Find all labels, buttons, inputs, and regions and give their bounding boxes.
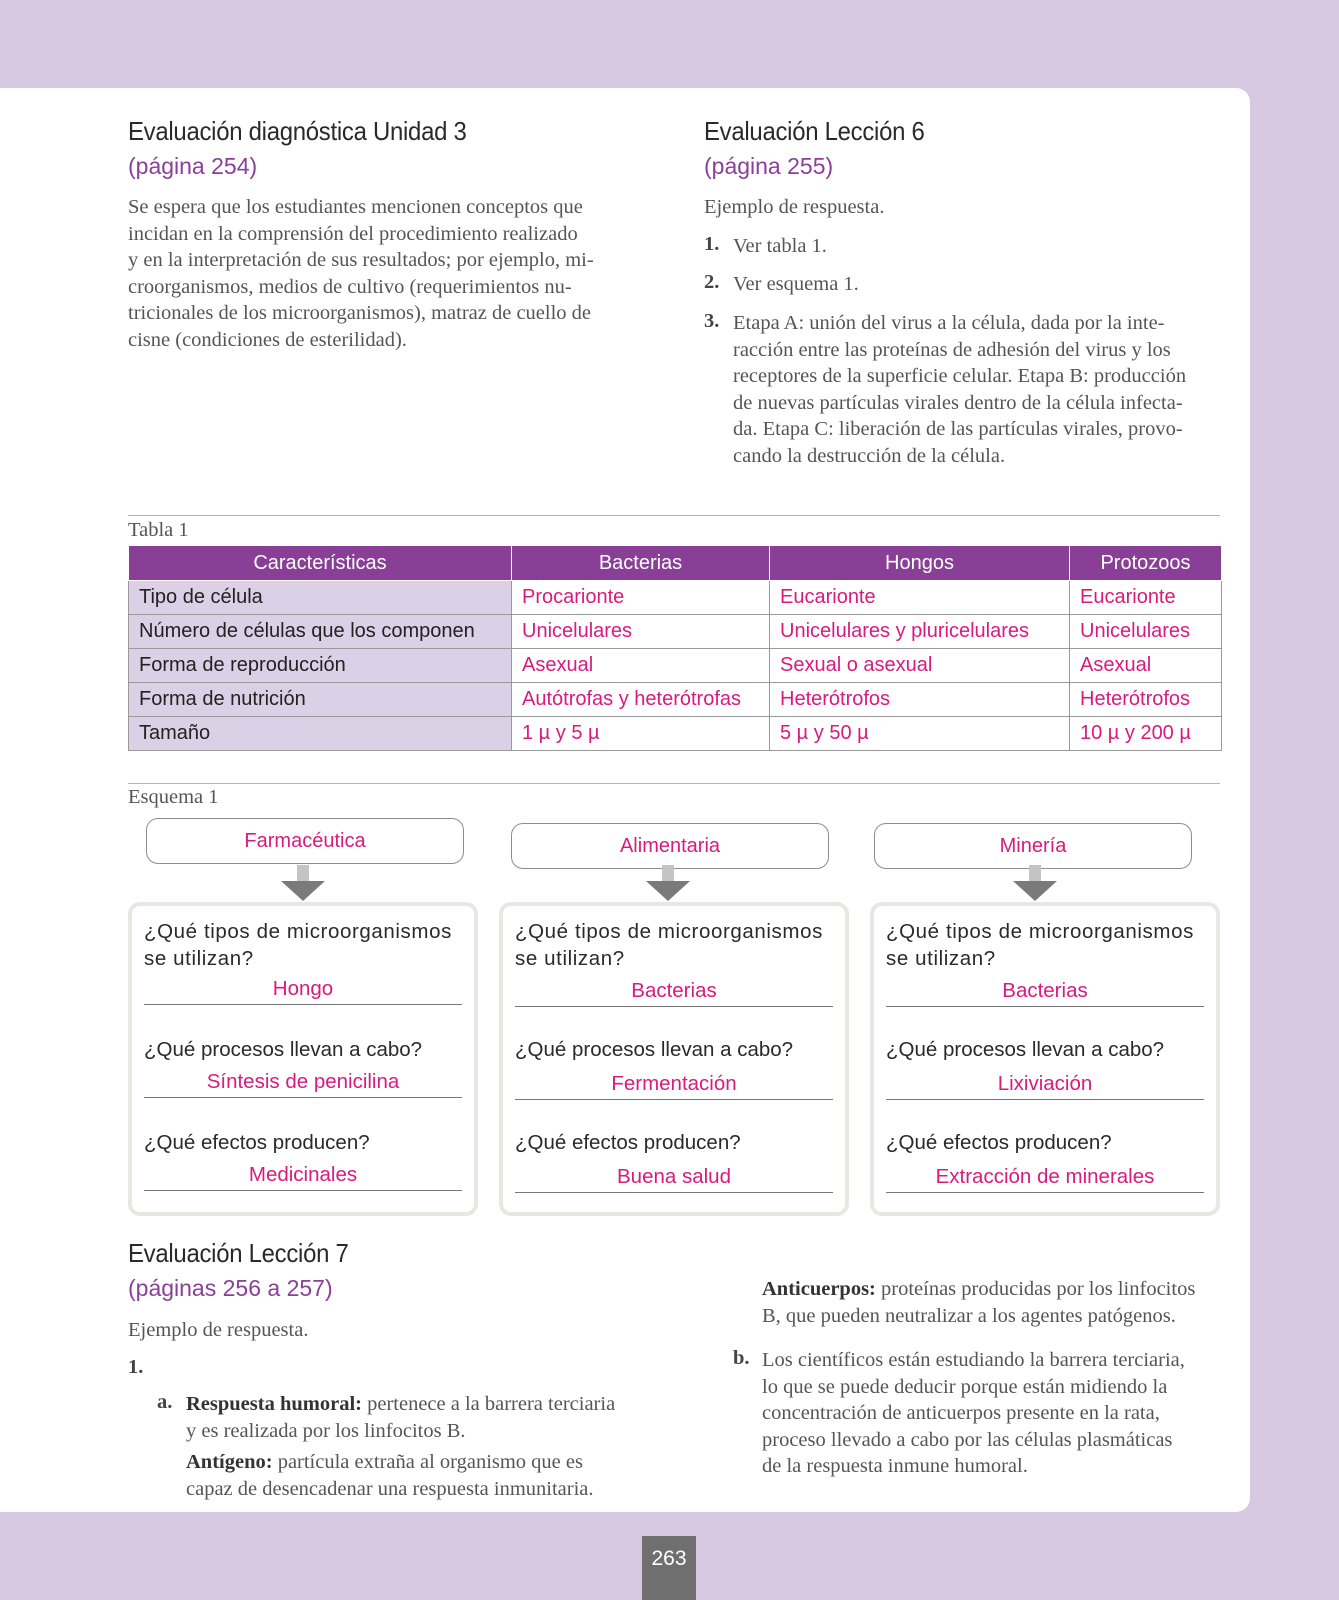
- arrow-down-icon: [1013, 865, 1057, 903]
- table-row: [129, 649, 1222, 683]
- scheme-box-pharma: [128, 902, 478, 1216]
- scheme-category-food: Alimentaria: [511, 823, 829, 869]
- characteristics-table: [128, 545, 1222, 751]
- section-subtitle-lesson6: (página 255): [704, 153, 834, 179]
- answer-processes: Síntesis de penicilina: [144, 1067, 462, 1098]
- row-label: Forma de reproducción: [129, 649, 512, 683]
- table-cell: 10 µ y 200 µ: [1070, 717, 1222, 751]
- scheme-caption: Esquema 1: [128, 786, 219, 808]
- scheme-box-food: [499, 902, 849, 1216]
- paragraph-line: racción entre las proteínas de adhesión del virus y los: [733, 338, 1171, 361]
- table-cell: 5 µ y 50 µ: [770, 717, 1070, 751]
- table-header: Hongos: [770, 546, 1070, 581]
- answer-types: Hongo: [144, 974, 462, 1005]
- lesson7-intro: Ejemplo de respuesta.: [128, 1319, 309, 1341]
- paragraph-line: de la respuesta inmune humoral.: [762, 1455, 1028, 1477]
- answer-effects: Medicinales: [144, 1160, 462, 1191]
- item-number: 1.: [128, 1356, 144, 1378]
- term-definition: partícula extraña al organismo que es: [272, 1451, 583, 1473]
- term-definition: proteínas producidas por los linfocitos: [875, 1278, 1196, 1300]
- question-effects: ¿Qué efectos producen?: [515, 1131, 741, 1154]
- paragraph-line: da. Etapa C: liberación de las partículas virales, provo-: [733, 418, 1183, 440]
- table-cell: Heterótrofos: [1070, 683, 1222, 717]
- item-number: 1.: [704, 233, 720, 255]
- table-cell: Eucarionte: [1070, 581, 1222, 615]
- item-letter: a.: [157, 1391, 173, 1413]
- table-header: Características: [129, 546, 512, 581]
- paragraph-line: B, que pueden neutralizar a los agentes patógenos.: [762, 1304, 1176, 1327]
- paragraph-line: concentración de anticuerpos presente en la rata,: [762, 1402, 1160, 1424]
- paragraph-line: proceso llevado a cabo por las células plasmáticas: [762, 1428, 1173, 1451]
- item-letter: b.: [733, 1347, 750, 1369]
- table-header: Bacterias: [512, 546, 770, 581]
- humoral-response-text: [186, 1391, 656, 1444]
- paragraph-line: Se espera que los estudiantes mencionen conceptos que: [128, 196, 583, 218]
- arrow-down-icon: [281, 865, 325, 903]
- paragraph-line: Los científicos están estudiando la barrera terciaria,: [762, 1349, 1185, 1371]
- table-cell: 1 µ y 5 µ: [512, 717, 770, 751]
- section-title-lesson7: Evaluación Lección 7: [128, 1238, 349, 1268]
- table-row: [129, 683, 1222, 717]
- table-cell: Procarionte: [512, 581, 770, 615]
- section-subtitle-diagnostic: (página 254): [128, 153, 258, 179]
- section-title-diagnostic: Evaluación diagnóstica Unidad 3: [128, 116, 467, 146]
- item-number: 2.: [704, 271, 720, 293]
- row-label: Forma de nutrición: [129, 683, 512, 717]
- question-processes: ¿Qué procesos llevan a cabo?: [144, 1038, 423, 1061]
- question-processes: ¿Qué procesos llevan a cabo?: [515, 1038, 794, 1061]
- table-cell: Unicelulares: [1070, 615, 1222, 649]
- lesson6-intro: Ejemplo de respuesta.: [704, 196, 885, 218]
- section-title-lesson6: Evaluación Lección 6: [704, 116, 925, 146]
- term-definition: pertenece a la barrera terciaria: [361, 1393, 616, 1415]
- table-cell: Sexual o asexual: [770, 649, 1070, 683]
- paragraph-line: [186, 1391, 656, 1418]
- paragraph-line: [186, 1449, 656, 1476]
- paragraph-line: de nuevas partículas virales dentro de la célula infecta-: [733, 391, 1183, 414]
- paragraph-line: y es realizada por los linfocitos B.: [186, 1419, 466, 1442]
- antibody-text: [762, 1276, 1232, 1329]
- answer-processes: Lixiviación: [886, 1069, 1204, 1100]
- page-number: 263: [642, 1536, 696, 1600]
- antigen-text: [186, 1449, 656, 1502]
- table-cell: Asexual: [512, 649, 770, 683]
- section-subtitle-lesson7: (páginas 256 a 257): [128, 1275, 333, 1301]
- paragraph-line: cando la destrucción de la célula.: [733, 444, 1006, 467]
- row-label: Número de células que los componen: [129, 615, 512, 649]
- paragraph-line: incidan en la comprensión del procedimiento realizado: [128, 222, 578, 245]
- section-divider: [128, 783, 1220, 784]
- table-cell: Heterótrofos: [770, 683, 1070, 717]
- question-types: ¿Qué tipos de microorganismos se utilizan?: [886, 920, 1194, 970]
- paragraph-line: cisne (condiciones de esterilidad).: [128, 328, 407, 351]
- diagnostic-paragraph: [128, 194, 648, 353]
- table-cell: Unicelulares: [512, 615, 770, 649]
- table-row: [129, 615, 1222, 649]
- table-header: Protozoos: [1070, 546, 1222, 581]
- item-text-stages: [733, 310, 1223, 469]
- answer-effects: Buena salud: [515, 1162, 833, 1193]
- table-cell: Unicelulares y pluricelulares: [770, 615, 1070, 649]
- answer-effects: Extracción de minerales: [886, 1162, 1204, 1193]
- question-types: ¿Qué tipos de microorganismos se utilizan?: [144, 920, 452, 970]
- table-cell: Eucarionte: [770, 581, 1070, 615]
- table-cell: Asexual: [1070, 649, 1222, 683]
- paragraph-line: receptores de la superficie celular. Etapa B: producción: [733, 365, 1187, 387]
- item-text: Ver tabla 1.: [733, 235, 827, 257]
- table-header-row: [129, 546, 1222, 581]
- table-row: [129, 581, 1222, 615]
- arrow-down-icon: [646, 865, 690, 903]
- term-label: Anticuerpos:: [762, 1278, 876, 1300]
- scheme-category-mining: Minería: [874, 823, 1192, 869]
- row-label: Tamaño: [129, 717, 512, 751]
- answer-types: Bacterias: [515, 976, 833, 1007]
- scheme-category-pharma: Farmacéutica: [146, 818, 464, 864]
- paragraph-line: y en la interpretación de sus resultados; por ejemplo, mi-: [128, 249, 594, 271]
- item-number: 3.: [704, 310, 720, 332]
- paragraph-line: Etapa A: unión del virus a la célula, dada por la inte-: [733, 312, 1165, 334]
- paragraph-line: croorganismos, medios de cultivo (requerimientos nu-: [128, 275, 572, 298]
- question-effects: ¿Qué efectos producen?: [144, 1131, 370, 1154]
- paragraph-line: tricionales de los microorganismos), matraz de cuello de: [128, 302, 592, 324]
- question-effects: ¿Qué efectos producen?: [886, 1131, 1112, 1154]
- tertiary-barrier-text: [762, 1347, 1232, 1480]
- term-label: Respuesta humoral:: [186, 1393, 362, 1415]
- table-cell: Autótrofas y heterótrofas: [512, 683, 770, 717]
- paragraph-line: [762, 1276, 1232, 1303]
- table-caption: Tabla 1: [128, 519, 189, 541]
- question-processes: ¿Qué procesos llevan a cabo?: [886, 1038, 1165, 1061]
- table-row: [129, 717, 1222, 751]
- answer-types: Bacterias: [886, 976, 1204, 1007]
- paragraph-line: lo que se puede deducir porque están midiendo la: [762, 1375, 1168, 1398]
- scheme-box-mining: [870, 902, 1220, 1216]
- paragraph-line: capaz de desencadenar una respuesta inmunitaria.: [186, 1477, 594, 1500]
- row-label: Tipo de célula: [129, 581, 512, 615]
- item-text: Ver esquema 1.: [733, 273, 859, 295]
- answer-processes: Fermentación: [515, 1069, 833, 1100]
- term-label: Antígeno:: [186, 1451, 273, 1473]
- question-types: ¿Qué tipos de microorganismos se utilizan?: [515, 920, 823, 970]
- section-divider: [128, 515, 1220, 516]
